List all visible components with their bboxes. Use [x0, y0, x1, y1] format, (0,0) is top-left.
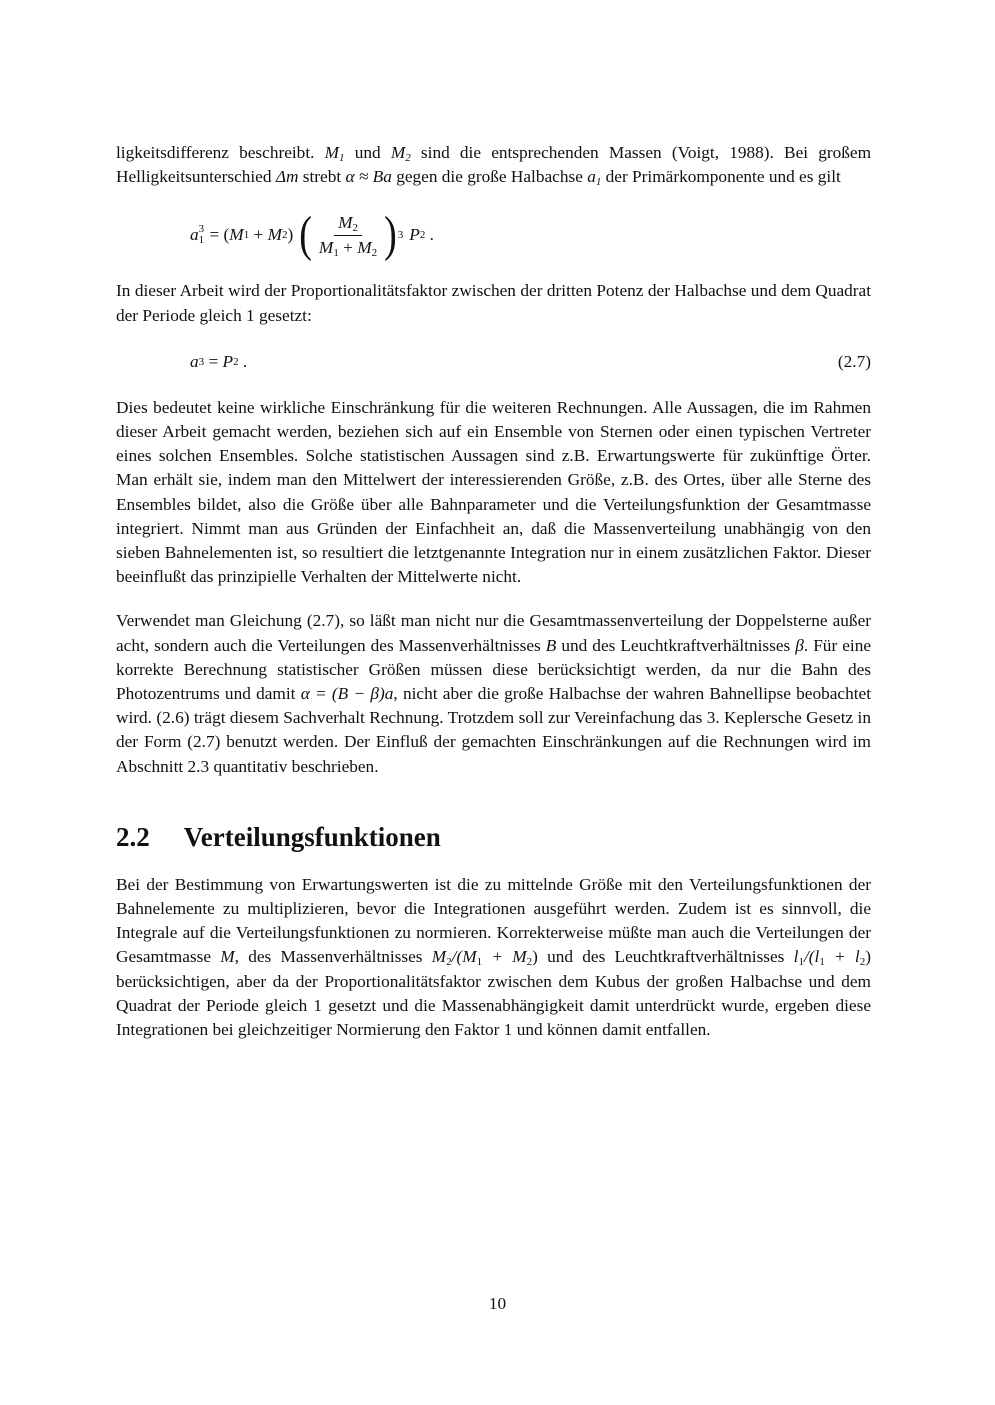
section-number: 2.2 — [116, 821, 150, 852]
paragraph-1 — [116, 141, 871, 189]
section-heading — [116, 819, 871, 855]
text-run: sind die entsprechenden Massen (Voigt, 1988). Bei großem Helligkeitsunterschied — [116, 143, 872, 187]
math-M1: $M_1$ — [324, 143, 345, 164]
math-mass-ratio: $M_2/(M_1 + M_2)$ — [431, 947, 538, 969]
equation-number: (2.7) — [837, 351, 871, 371]
page-number: 10 — [488, 1294, 507, 1313]
text-run: strebt — [298, 167, 346, 187]
page-body — [116, 141, 871, 1042]
math-a1: $a_1$ — [587, 167, 602, 189]
text-run: und — [344, 143, 391, 162]
paragraph-4: Verwendet man Gleichung (2.7), so läßt man nicht nur die Gesamtmassenverteilung der Doppelsterne außer acht, sondern auch die Verteilungen des Massenverhältnisses B und des Leuchtkraftverhältnisses β. Für eine korrekte Berechnung statistischer Größen müssen diese berücksichtigt werden, da nur die Bahn des Photozentrums und damit α = (B − β)a, nicht aber die große Halbachse der wahren Bahnellipse beobachtet wird. (2.6) trägt diesem Sachverhalt Rechnung. Trotzdem soll zur Vereinfachung das 3. Keplersche Gesetz in der Form (2.7) benutzt werden. Der Einfluß der gemachten Einschränkungen auf die Rechnungen wird im Abschnitt 2.3 quantitativ beschrieben. — [116, 611, 872, 776]
text-run: ligkeitsdifferenz beschreibt. — [116, 143, 325, 162]
text-run: der Primärkomponente und es gilt — [601, 167, 841, 187]
section-title: Verteilungsfunktionen — [183, 821, 441, 852]
paragraph-2: In dieser Arbeit wird der Proportionalitätsfaktor zwischen der dritten Potenz der Halbachse und dem Quadrat der Periode gleich 1 gesetzt: — [116, 281, 871, 325]
equation-kepler-a1: a 3 1 = ( M 1 + M 2 ) ( $\frac{M_2}{M_1 + M_2}$ ) 3 P 2 . — [190, 208, 434, 263]
text-run: gegen die große Halbachse — [391, 167, 588, 187]
math-M2: $M_2$ — [390, 143, 411, 164]
math-delta-m: Δm — [275, 167, 299, 187]
paragraph-5: Bei der Bestimmung von Erwartungswerten ist die zu mittelnde Größe mit den Verteilungsfunktionen der Bahnelemente zu multiplizieren, bevor die Integrationen ausgeführt werden. Zudem ist es sinnvoll, die Integrale auf die Verteilungsfunktionen zu normieren. Korrekterweise müßte man auch die Verteilungen der Gesamtmasse M, des Massenverhältnisses $M_2/(M_1 + M_2)$ und des Leuchtkraftverhältnisses $l_1/(l_1 + l_2)$ berücksichtigen, aber da der Proportionalitätsfaktor zwischen dem Kubus der großen Halbachse und dem Quadrat der Periode gleich 1 gesetzt und die Massenabhängigkeit damit unterdrückt wurde, ergeben diese Integrationen bei gleichzeitiger Normierung den Faktor 1 und können damit entfallen. — [116, 874, 871, 1040]
math-approx: α ≈ Ba — [345, 167, 392, 187]
math-luminosity-ratio: $l_1/(l_1 + l_2)$ — [793, 947, 871, 969]
paragraph-3: Dies bedeutet keine wirkliche Einschränkung für die weiteren Rechnungen. Alle Aussagen, die im Rahmen dieser Arbeit gemacht werden, beziehen sich auf ein Ensemble von Sternen oder einen typischen Vertreter eines solchen Ensembles. Solche statistischen Aussagen sind z.B. Erwartungswerte für zukünftige Örter. Man erhält sie, indem man den Mittelwert der interessierenden Größe, z.B. des Ortes, über alle Sterne des Ensembles bildet, also die Größe über alle Bahnparameter und die Verteilungsfunktion der Gesamtmasse integriert. Nimmt man aus Gründen der Einfachheit an, daß die Massenverteilung unabhängig von den sieben Bahnelementen ist, so resultiert die letztgenannte Integration nur in einem zusätzlichen Faktor. Dieser beeinflußt das prinzipielle Verhalten der Mittelwerte nicht. — [116, 397, 871, 587]
equation-2-7: a 3 = P 2 . (2.7) — [190, 351, 871, 371]
fraction: $\frac{M_2}{M_1 + M_2}$ — [318, 212, 378, 259]
